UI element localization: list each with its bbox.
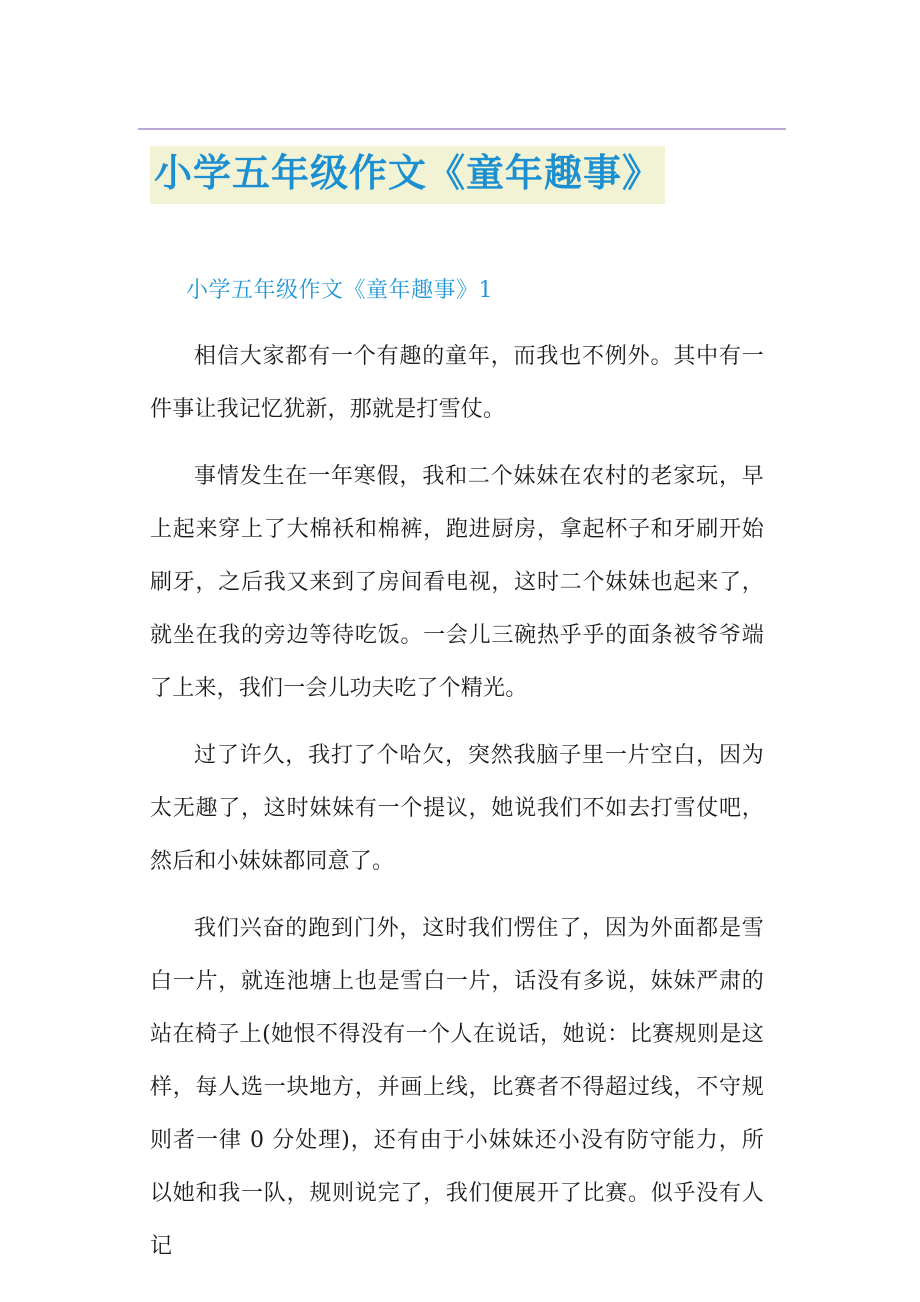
section-subtitle: 小学五年级作文《童年趣事》1: [186, 278, 493, 303]
body-paragraph: 相信大家都有一个有趣的童年，而我也不例外。其中有一件事让我记忆犹新，那就是打雪仗。: [150, 344, 764, 422]
horizontal-rule: [138, 128, 786, 130]
document-body: [150, 330, 764, 1273]
title-block: [150, 146, 790, 204]
header-divider: [138, 128, 786, 132]
body-paragraph: 事情发生在一年寒假，我和二个妹妹在农村的老家玩，早上起来穿上了大棉袄和棉裤，跑进厨房，拿起杯子和牙刷开始刷牙，之后我又来到了房间看电视，这时二个妹妹也起来了，就坐在我的旁边等待吃饭。一会儿三碗热乎乎的面条被爷爷端了上来，我们一会儿功夫吃了个精光。: [150, 464, 764, 701]
page-title: 小学五年级作文《童年趣事》: [150, 146, 665, 204]
body-paragraph: 我们兴奋的跑到门外，这时我们愣住了，因为外面都是雪白一片，就连池塘上也是雪白一片，话没有多说，妹妹严肃的站在椅子上(她恨不得没有一个人在说话，她说：比赛规则是这样，每人选一块地方，并画上线，比赛者不得超过线，不守规则者一律 0 分处理)，还有由于小妹妹还小没有防守能力，所以她和我一队，规则说完了，我们便展开了比赛。似乎没有人记: [150, 916, 764, 1259]
body-paragraph: 过了许久，我打了个哈欠，突然我脑子里一片空白，因为太无趣了，这时妹妹有一个提议，她说我们不如去打雪仗吧，然后和小妹妹都同意了。: [150, 743, 764, 874]
